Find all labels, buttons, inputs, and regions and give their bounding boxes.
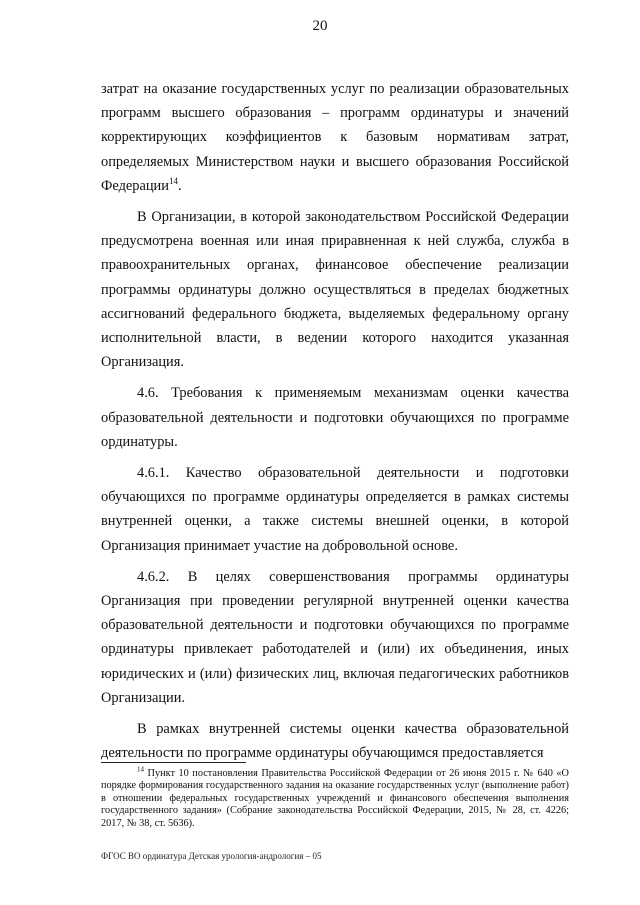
page-footer: ФГОС ВО ординатура Детская урология-андрология – 05 [101,851,322,861]
body-text [101,77,569,765]
footnote-body: Пункт 10 постановления Правительства Российской Федерации от 26 июня 2015 г. № 640 «О порядке формирования государственного задания на оказание государственных услуг (выполнение работ) в отношении федеральных государственных учреждений и финансового обеспечения выполнения государственного задания» (Собрание законодательства Российской Федерации, 2015, № 28, ст. 4226; 2017, № 38, ст. 5636). [101,768,569,829]
footnote-ref: 14 [168,176,178,187]
paragraph-tail: . [177,177,182,194]
section-heading-4-6: 4.6. Требования к применяемым механизмам оценки качества образовательной деятельности и подготовки обучающихся по программе ординатуры. [101,385,569,450]
paragraph-continuation [101,77,569,198]
page-number: 20 [312,18,328,34]
footnote-divider [101,762,246,763]
paragraph: В Организации, в которой законодательством Российской Федерации предусмотрена военная или иная приравненная к ней служба, служба в правоохранительных органах, финансовое обеспечение реализации программы ординатуры должно осуществляться в пределах бюджетных ассигнований федерального бюджета, выделяемых федеральному органу исполнительной власти, в ведении которого находится указанная Организация. [101,209,569,371]
paragraph-text: затрат на оказание государственных услуг по реализации образовательных программ высшего образования – программ ординатуры и значений корректирующих коэффициентов к базовым нормативам затрат, определяемых Министерством науки и высшего образования Российской Федерации [101,81,569,194]
paragraph: В рамках внутренней системы оценки качества образовательной деятельности по программе ординатуры обучающимся предоставляется [101,721,569,762]
footnote-marker: 14 [137,765,144,774]
paragraph-4-6-1: 4.6.1. Качество образовательной деятельности и подготовки обучающихся по программе ординатуры определяется в рамках системы внутренней оценки, а также системы внешней оценки, в которой Организация принимает участие на добровольной основе. [101,465,569,554]
footnote [101,765,569,830]
paragraph-4-6-2: 4.6.2. В целях совершенствования программы ординатуры Организация при проведении регулярной внутренней оценки качества образовательной деятельности и подготовки обучающихся по программе ординатуры привлекает работодателей и (или) их объединения, иных юридических и (или) физических лиц, включая педагогических работников Организации. [101,568,569,706]
footnote-text [101,765,569,830]
